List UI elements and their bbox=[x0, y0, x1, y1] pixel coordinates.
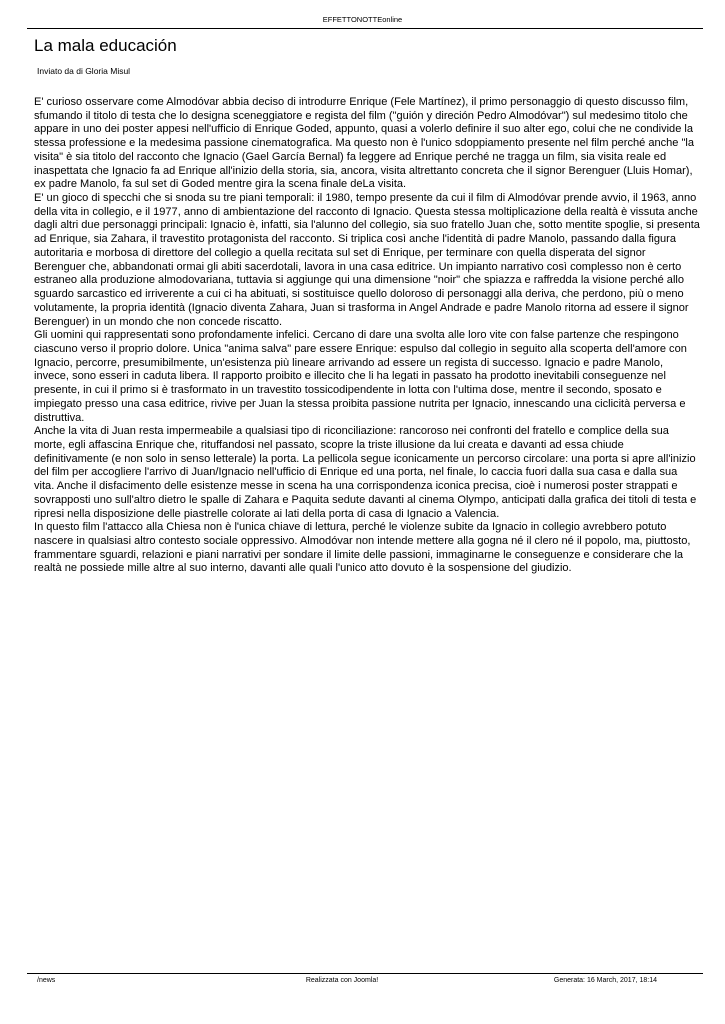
article-paragraph-4: Anche la vita di Juan resta impermeabile a qualsiasi tipo di riconciliazione: rancoroso nei confronti del fratello e complice della sua morte, egli affascina Enrique che, rituffandosi nel passato, scopre la triste illusione da lui creata e davanti ad essa chiude definitivamente (e non solo in senso letterale) la porta. La pellicola segue iconicamente un percorso circolare: una porta si apre all'inizio del film per accogliere l'arrivo di Juan/Ignacio nell'ufficio di Enrique ed una porta, nel finale, lo caccia fuori dalla sua casa e dalla sua vita. Anche il disfacimento delle esistenze messe in scena ha una corrispondenza iconica precisa, cioè i numerosi poster strappati e sovrapposti uno sull'altro dietro le spalle di Zahara e Paquita sedute davanti al cinema Olympo, anticipati dalla grafica dei titoli di testa e ripresi nella disposizione delle piastrelle colorate ai lati della porta di casa di Ignacio a Valencia. bbox=[34, 425, 697, 520]
site-name: EFFETTONOTTEonline bbox=[322, 15, 403, 24]
footer-generated-date: Generata: 16 March, 2017, 18:14 bbox=[553, 977, 657, 984]
article-body bbox=[34, 96, 700, 576]
article-paragraph-3: Gli uomini qui rappresentati sono profondamente infelici. Cercano di dare una svolta alle loro vite con false partenze che respingono ciascuno verso il proprio dolore. Unica "anima salva" pare essere Enrique: espulso dal collegio in seguito alla scoperta dell'amore con Ignacio, percorre, presumibilmente, un'esistenza più lineare arrivando ad essere un regista di successo. Ignacio e padre Manolo, invece, sono esseri in caduta libera. Il rapporto proibito e illecito che li ha legati in passato ha prodotto inevitabili conseguenze nel presente, in cui il primo si è trasformato in un travestito tossicodipendente in lotta con l'ultima dose, mentre il secondo, sposato e impiegato presso una casa editrice, rivive per Juan la stessa proibita passione nutrita per Ignacio, innescando una ciclicità perversa e distruttiva. bbox=[34, 329, 687, 424]
page-footer bbox=[37, 976, 657, 986]
article-title: La mala educación bbox=[34, 36, 177, 55]
article-paragraph-5: In questo film l'attacco alla Chiesa non è l'unica chiave di lettura, perché le violenze subite da Ignacio in collegio avrebbero potuto nascere in qualsiasi altro contesto sociale oppressivo. Almodóvar non intende mettere alla gogna né il clero né il popolo, ma, piuttosto, frammentare sguardi, relazioni e piani narrativi per sondare il limite delle passioni, immaginarne le conseguenze e considerare che la realtà ne possiede mille altre al suo interno, davanti alle quali l'unico atto dovuto è la sospensione del giudizio. bbox=[34, 521, 691, 575]
footer-path: /news bbox=[37, 977, 56, 984]
article-paragraph-2: E' un gioco di specchi che si snoda su tre piani temporali: il 1980, tempo presente da cui il film di Almodóvar prende avvio, il 1963, anno della vita in collegio, e il 1977, anno di ambientazione del racconto di Ignacio. Questa stessa moltiplicazione della realtà è vissuta anche dagli altri due personaggi principali: Ignacio è, infatti, sia l'alunno del collegio, sia suo fratello Juan che, sotto mentite spoglie, si presenta ad Enrique, sia Zahara, il travestito protagonista del racconto. Si triplica così anche l'identità di padre Manolo, passando dalla figura autoritaria e morbosa di direttore del collegio a quella recitata sul set di Enrique, per terminare con quella disperata del signor Berenguer che, abbandonati ormai gli abiti sacerdotali, lavora in una casa editrice. Un impianto narrativo così complesso non è certo estraneo alla produzione almodovariana, tuttavia si aggiunge qui una dimensione "noir" che spiazza e raffredda la visione perché allo sguardo sarcastico ed irriverente a cui ci ha abituati, si sostituisce quello doloroso di personaggi alla deriva, che perdono, più o meno volutamente, la propria identità (Ignacio diventa Zahara, Juan si trasforma in Angel Andrade e padre Manolo ritorna ad essere il signor Berenguer) in un mondo che non concede riscatto. bbox=[34, 192, 700, 328]
footer-divider bbox=[27, 973, 703, 974]
article-byline: Inviato da di Gloria Misul bbox=[37, 66, 131, 76]
footer-credit: Realizzata con Joomla! bbox=[305, 977, 379, 984]
header-divider bbox=[27, 28, 703, 29]
article-paragraph-1: E' curioso osservare come Almodóvar abbia deciso di introdurre Enrique (Fele Martínez), il primo personaggio di questo discusso film, sfumando il titolo di testa che lo designa sceneggiatore e regista del film ("guión y direción Pedro Almodóvar") sul medesimo titolo che appare in uno dei poster appesi nell'ufficio di Enrique Goded, appunto, quasi a volerlo definire il suo alter ego, colui che ne condivide la stessa professione e la medesima passione cinematografica. Ma questo non è l'unico sdoppiamento presente nel film perché anche "la visita" è sia titolo del racconto che Ignacio (Gael García Bernal) fa leggere ad Enrique perché ne tragga un film, sia visita reale ed inaspettata che Ignacio fa ad Enrique all'inizio della storia, sia, ancora, visita altrettanto concreta che il signor Berenguer (Lluis Homar), ex padre Manolo, fa sul set di Goded mentre gira la scena finale deLa visita. bbox=[34, 96, 695, 191]
